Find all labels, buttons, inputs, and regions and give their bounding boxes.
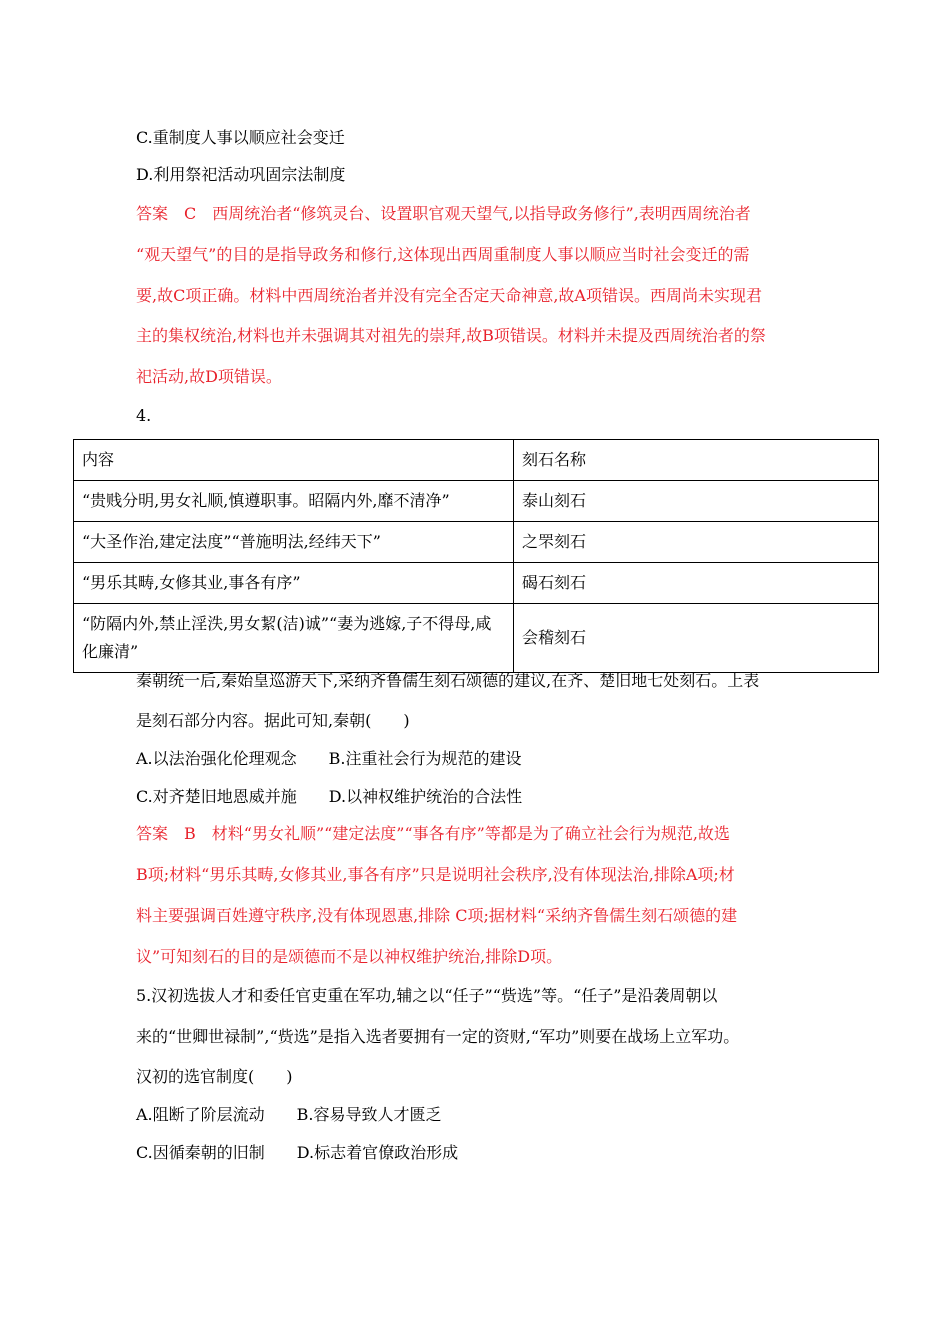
- q5-options-row: [136, 1104, 442, 1126]
- q5-options-row: [136, 1142, 458, 1164]
- table-cell-name: 碣石刻石: [514, 563, 879, 604]
- q4-answer-line: 料主要强调百姓遵守秩序,没有体现恩惠,排除 C项;据材料“采纳齐鲁儒生刻石颂德的建: [136, 906, 738, 925]
- table-header-row: [74, 440, 879, 481]
- table-header-cell: 刻石名称: [514, 440, 879, 481]
- q5-option-c: C.因循秦朝的旧制: [136, 1143, 265, 1162]
- table-cell-name: 之罘刻石: [514, 522, 879, 563]
- table-header-cell: 内容: [74, 440, 514, 481]
- q5-stem-line: 汉初的选官制度( ): [136, 1067, 293, 1086]
- table-cell-content: “男乐其畴,女修其业,事各有序”: [74, 563, 514, 604]
- q5-option-b: B.容易导致人才匮乏: [296, 1105, 442, 1124]
- table-row: [74, 522, 879, 563]
- q4-option-b: B.注重社会行为规范的建设: [328, 749, 522, 768]
- q3-answer-line: 主的集权统治,材料也并未强调其对祖先的崇拜,故B项错误。材料并未提及西周统治者的祭: [136, 326, 766, 345]
- q5-stem-line: 5.汉初选拔人才和委任官吏重在军功,辅之以“任子”“赀选”等。“任子”是沿袭周朝以: [136, 986, 718, 1005]
- q5-option-a: A.阻断了阶层流动: [136, 1105, 265, 1124]
- q4-option-c: C.对齐楚旧地恩威并施: [136, 787, 297, 806]
- q3-answer-line: 祀活动,故D项错误。: [136, 367, 282, 386]
- table-row: [74, 563, 879, 604]
- q3-option-d: D.利用祭祀活动巩固宗法制度: [136, 165, 346, 184]
- table-cell-content: “防隔内外,禁止淫泆,男女絜(洁)诚”“妻为逃嫁,子不得母,咸化廉清”: [74, 604, 514, 673]
- q4-number: 4.: [136, 406, 152, 425]
- q4-stem-line: 秦朝统一后,秦始皇巡游天下,采纳齐鲁儒生刻石颂德的建议,在齐、楚旧地七处刻石。上表: [136, 671, 760, 690]
- q5-stem-line: 来的“世卿世禄制”,“赀选”是指入选者要拥有一定的资财,“军功”则要在战场上立军功。: [136, 1027, 740, 1046]
- table-cell-name: 泰山刻石: [514, 481, 879, 522]
- table-row: [74, 604, 879, 673]
- table-row: [74, 481, 879, 522]
- q3-answer-line: 要,故C项正确。材料中西周统治者并没有完全否定天命神意,故A项错误。西周尚未实现君: [136, 286, 762, 305]
- q4-answer-line: 答案 B 材料“男女礼顺”“建定法度”“事各有序”等都是为了确立社会行为规范,故选: [136, 824, 730, 843]
- inscription-table: [73, 439, 879, 673]
- q3-answer-line: 答案 C 西周统治者“修筑灵台、设置职官观天望气,以指导政务修行”,表明西周统治者: [136, 204, 751, 223]
- q4-stem-line: 是刻石部分内容。据此可知,秦朝( ): [136, 711, 410, 730]
- q4-answer-line: 议”可知刻石的目的是颂德而不是以神权维护统治,排除D项。: [136, 947, 563, 966]
- q4-option-a: A.以法治强化伦理观念: [136, 749, 297, 768]
- q3-option-c: C.重制度人事以顺应社会变迁: [136, 128, 345, 147]
- q4-options-row: [136, 786, 522, 808]
- q4-option-d: D.以神权维护统治的合法性: [328, 787, 523, 806]
- table-cell-name: 会稽刻石: [514, 604, 879, 673]
- table-cell-content: “贵贱分明,男女礼顺,慎遵职事。昭隔内外,靡不清净”: [74, 481, 514, 522]
- q4-answer-line: B项;材料“男乐其畴,女修其业,事各有序”只是说明社会秩序,没有体现法治,排除A项;材: [136, 865, 735, 884]
- q5-option-d: D.标志着官僚政治形成: [296, 1143, 459, 1162]
- table-cell-content: “大圣作治,建定法度”“普施明法,经纬天下”: [74, 522, 514, 563]
- q4-options-row: [136, 748, 522, 770]
- q3-answer-line: “观天望气”的目的是指导政务和修行,这体现出西周重制度人事以顺应当时社会变迁的需: [136, 245, 750, 264]
